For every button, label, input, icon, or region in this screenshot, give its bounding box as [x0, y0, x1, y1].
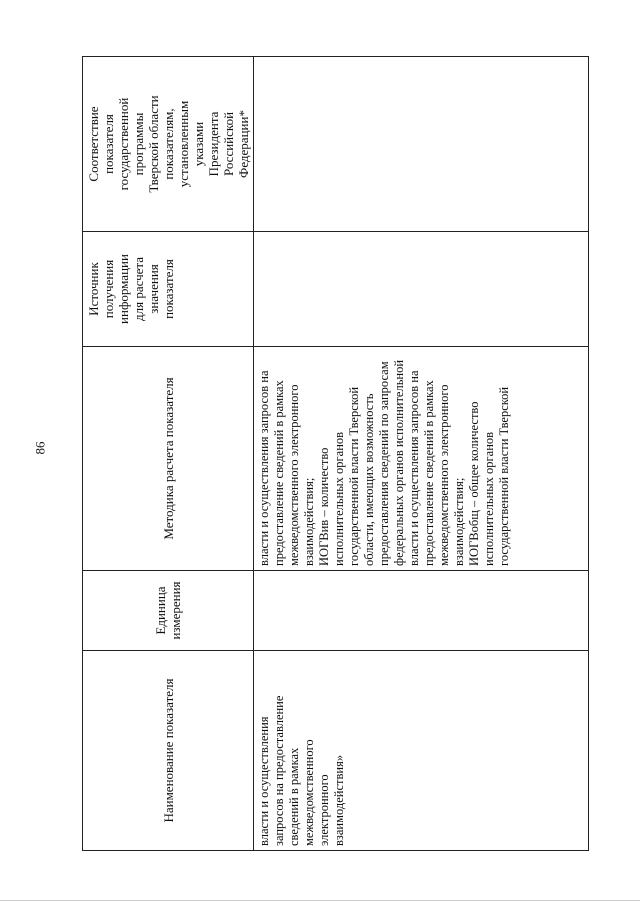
table-rotated-wrapper	[82, 57, 589, 851]
text-line: власти и осуществления запросов на	[407, 370, 421, 566]
text-line: для расчета	[131, 256, 146, 322]
text-line: Президента	[206, 111, 221, 177]
text-line: взаимодействия;	[302, 477, 316, 566]
text-line: программы	[131, 112, 146, 176]
text-line: показателя	[161, 259, 176, 319]
text-line: Тверской области	[146, 95, 161, 193]
header-unit: Единица измерения	[83, 571, 254, 651]
cell-method	[254, 347, 589, 571]
text-line: Российской	[221, 111, 236, 177]
text-line: государственной власти Тверской	[497, 386, 511, 566]
text-line: ИОГВобщ – общее количество	[467, 401, 481, 566]
text-line: Федерации*	[236, 110, 251, 178]
header-compliance	[83, 57, 254, 232]
text-line: ИОГВив – количество	[317, 447, 331, 566]
cell-source	[254, 232, 589, 347]
text-line: значения	[146, 264, 161, 314]
indicator-table	[82, 56, 589, 851]
text-line: взаимодействия»	[332, 754, 346, 846]
text-line: запросов на предоставление	[272, 695, 286, 846]
text-line: Источник	[86, 262, 101, 316]
table-row	[254, 57, 589, 851]
text-line: исполнительных органов	[332, 431, 346, 566]
text-line: межведомственного	[302, 739, 316, 846]
table-orientation	[82, 57, 589, 851]
text-line: предоставления сведений по запросам	[377, 361, 391, 566]
text-line: предоставление сведений в рамках	[422, 380, 436, 566]
text-line: показателя	[101, 114, 116, 174]
text-line: власти и осуществления	[257, 716, 271, 846]
cell-unit	[254, 571, 589, 651]
text-line: показателям,	[161, 108, 176, 180]
text-line: государственной	[116, 97, 131, 191]
text-line: межведомственного электронного	[437, 384, 451, 566]
text-line: области, имеющих возможность	[362, 393, 376, 566]
text-line: взаимодействия;	[452, 477, 466, 566]
header-source	[83, 232, 254, 347]
scan-bottom-edge	[0, 900, 640, 901]
text-line: исполнительных органов	[482, 431, 496, 566]
text-line: предоставление сведений в рамках	[272, 380, 286, 566]
header-method: Методика расчета показателя	[83, 347, 254, 571]
text-line: указами	[191, 121, 206, 167]
text-line: электронного	[317, 774, 331, 846]
header-indicator-name: Наименование показателя	[83, 651, 254, 851]
text-line: государственной власти Тверской	[347, 386, 361, 566]
table-header-row	[83, 57, 254, 851]
text-line: сведений в рамках	[287, 747, 301, 846]
page-number: 86	[32, 441, 48, 455]
text-line: межведомственного электронного	[287, 384, 301, 566]
text-line: федеральных органов исполнительной	[392, 359, 406, 566]
text-line: Соответствие	[86, 106, 101, 182]
cell-indicator-name	[254, 651, 589, 851]
text-line: установленным	[176, 100, 191, 188]
text-line: власти и осуществления запросов на	[257, 370, 271, 566]
cell-compliance	[254, 57, 589, 232]
text-line: получения	[101, 259, 116, 319]
text-line: информации	[116, 254, 131, 324]
